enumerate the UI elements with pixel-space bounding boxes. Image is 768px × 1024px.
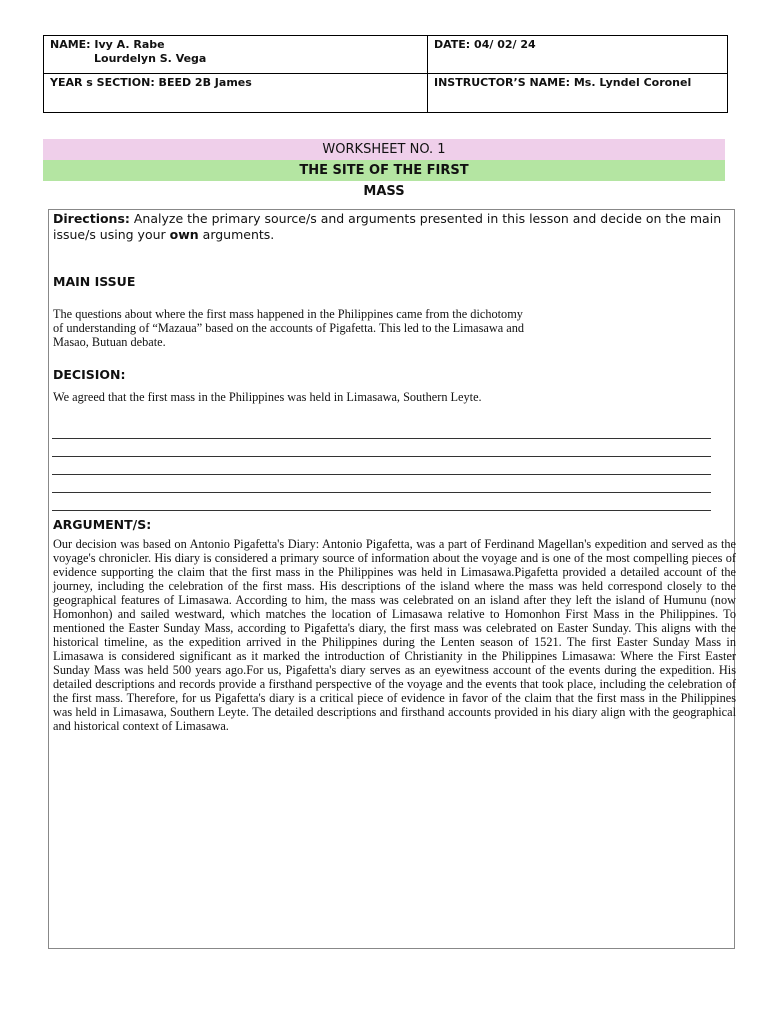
- directions-text-after: arguments.: [198, 227, 275, 242]
- main-issue-heading: MAIN ISSUE: [53, 274, 136, 289]
- date-cell: [427, 36, 727, 74]
- year-section-label: YEAR s SECTION: BEED 2B James: [50, 76, 252, 89]
- worksheet-answer-box: [48, 209, 735, 949]
- instructor-label: INSTRUCTOR’S NAME: Ms. Lyndel Coronel: [434, 76, 692, 89]
- student-info-table: [43, 35, 728, 113]
- main-issue-line: Masao, Butuan debate.: [53, 335, 166, 349]
- worksheet-title: [43, 160, 725, 199]
- argument-heading: ARGUMENT/S:: [53, 517, 152, 532]
- decision-text: We agreed that the first mass in the Philippines was held in Limasawa, Southern Leyte.: [53, 390, 482, 404]
- decision-heading: DECISION:: [53, 367, 126, 382]
- worksheet-title-text: THE SITE OF THE FIRST: [299, 163, 469, 178]
- answer-line: [52, 438, 711, 439]
- answer-line: [52, 474, 711, 475]
- directions-label: Directions:: [53, 211, 130, 226]
- directions-paragraph: [53, 211, 723, 243]
- name-label: NAME: Ivy A. Rabe: [50, 38, 165, 51]
- answer-line: [52, 456, 711, 457]
- argument-text: Our decision was based on Antonio Pigafetta's Diary: Antonio Pigafetta, was a part of Ferdinand Magellan's expedition and served as the voyage's chronicler. His diary is considered a primary source of information about the voyage and is one of the most compelling pieces of evidence supporting the claim that the first mass in the Philippines was held in Limasawa.Pigafetta provided a detailed account of the journey, including the celebration of the first mass. His descriptions of the island where the mass was held correspond closely to the geographical features of Limasawa. According to him, the mass was celebrated on an island after they left the island of Humunu (now Homonhon) and sailed westward, which matches the location of Limasawa relative to Homonhon First Mass in the Philippines. To mentioned the Easter Sunday Mass, according to Pigafetta's diary, the first mass was celebrated on Easter Sunday. This aligns with the historical timeline, as the expedition arrived in the Philippines during the Lenten season of 1521. The first Easter Sunday Mass in Limasawa is considered significant as it marked the introduction of Christianity in the Philippines Limasawa: Where the First Easter Sunday Mass was held 500 years ago.For us, Pigafetta's diary serves as an eyewitness account of the events during the expedition. His detailed descriptions and records provide a firsthand perspective of the voyage and the events that took place, including the celebration of the first mass. Therefore, for us Pigafetta's diary is a critical piece of evidence in favor of the claim that the first mass in the Philippines was held in Limasawa, Southern Leyte. The detailed descriptions and firsthand accounts provided in his diary align with the geographical and historical context of Limasawa.: [53, 537, 736, 733]
- worksheet-number: WORKSHEET NO. 1: [43, 139, 725, 160]
- main-issue-line: of understanding of “Mazaua” based on the accounts of Pigafetta. This led to the Limasawa and: [53, 321, 524, 335]
- name-cell: [44, 36, 427, 74]
- date-label: DATE: 04/ 02/ 24: [434, 38, 536, 51]
- directions-emphasis: own: [169, 227, 199, 242]
- second-name: Lourdelyn S. Vega: [94, 52, 207, 65]
- answer-line: [52, 492, 711, 493]
- worksheet-title-banner: [43, 160, 725, 199]
- directions-text-before: Analyze the primary source/s and arguments presented in this lesson and decide on the main issue/s using your: [53, 211, 722, 242]
- main-issue-line: The questions about where the first mass happened in the Philippines came from the dichotomy: [53, 307, 523, 321]
- answer-line: [52, 510, 711, 511]
- instructor-cell: [427, 74, 727, 112]
- worksheet-title-cutoff: MASS: [363, 184, 405, 199]
- year-section-cell: [44, 74, 427, 112]
- main-issue-text: [53, 307, 593, 349]
